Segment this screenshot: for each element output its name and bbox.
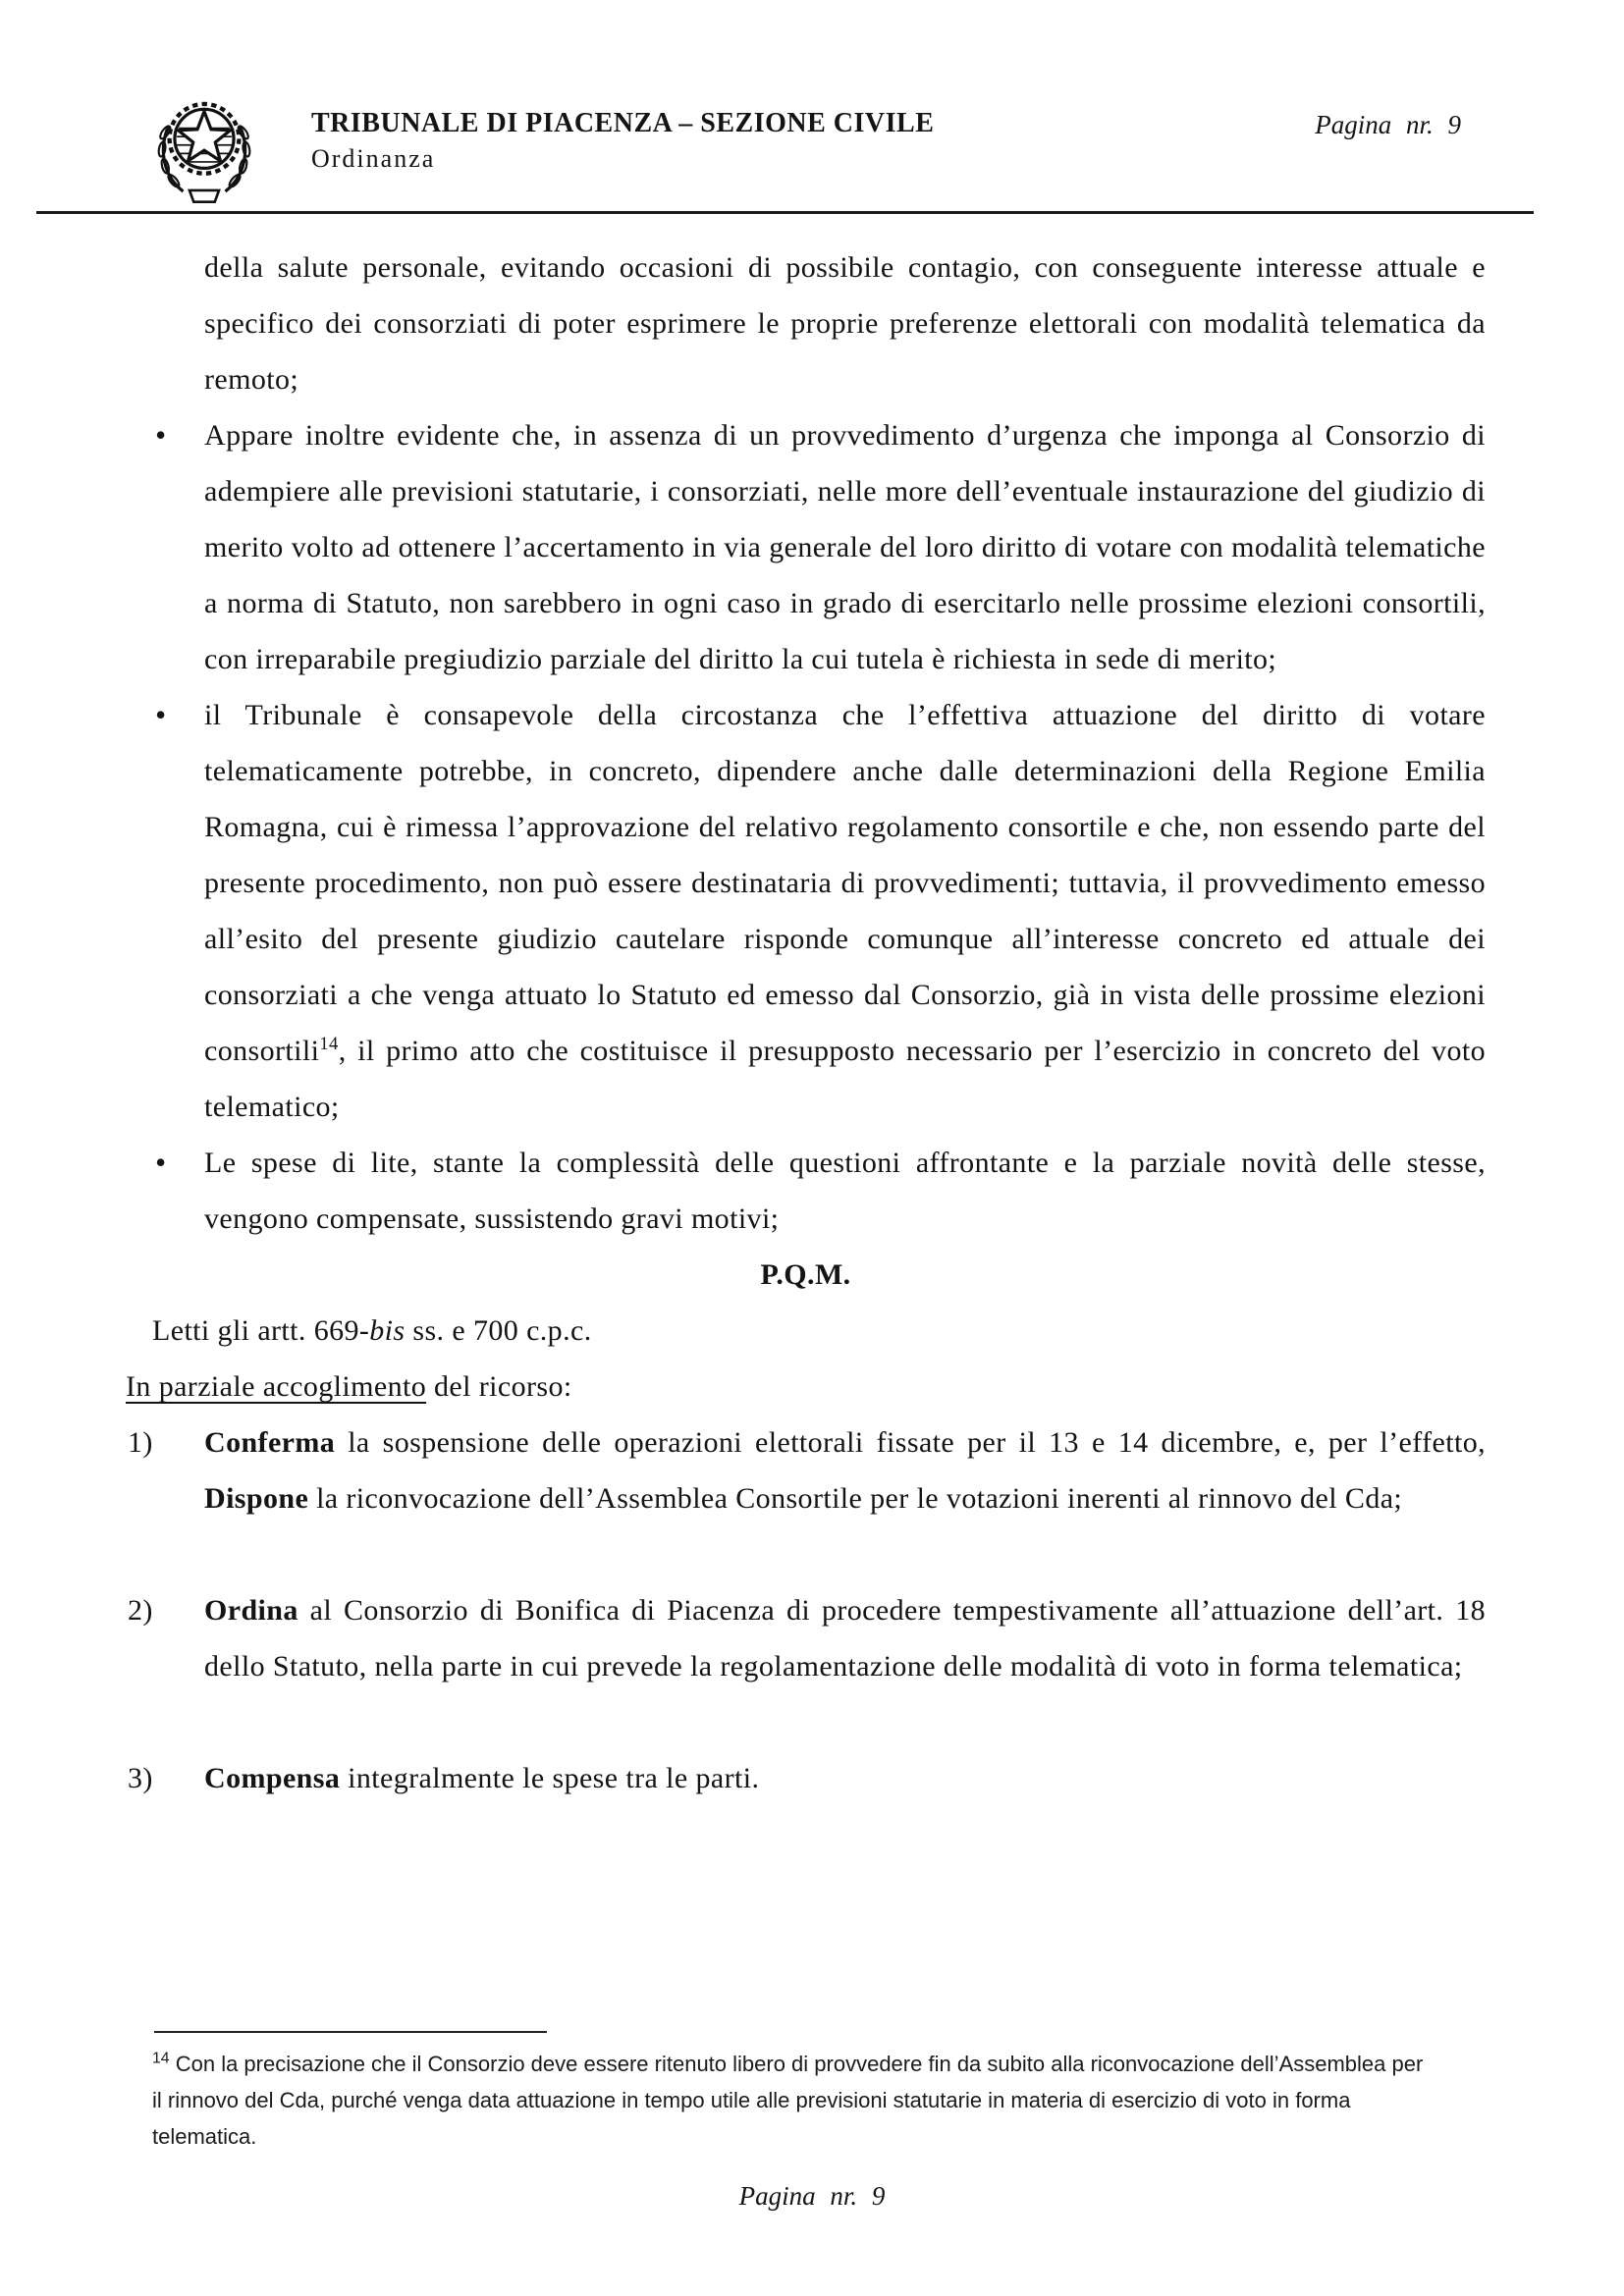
- numbered-item-text: Compensa integralmente le spese tra le parti.: [204, 1762, 760, 1794]
- numbered-item-3: [128, 1750, 1486, 1806]
- letti-artt-line: Letti gli artt. 669-bis ss. e 700 c.p.c.: [152, 1314, 592, 1347]
- accoglimento-line: In parziale accoglimento del ricorso:: [126, 1370, 572, 1403]
- numbered-item-2: [128, 1582, 1486, 1694]
- bullet-marker: •: [155, 697, 167, 732]
- bullet-text: Le spese di lite, stante la complessità delle questioni affrontante e la parziale novità delle stesse, vengono compensate, sussistendo gravi motivi;: [204, 1147, 1486, 1235]
- item-number: 1): [128, 1426, 153, 1459]
- document-type-label: Ordinanza: [311, 144, 436, 173]
- footnote-separator: [154, 2031, 547, 2033]
- item-number: 2): [128, 1594, 153, 1627]
- bullet-item: [155, 407, 1486, 687]
- numbered-item-text: Conferma la sospensione delle operazioni elettorali fissate per il 13 e 14 dicembre, e, per l’effetto, Dispone la riconvocazione dell’Assemblea Consortile per le votazioni inerenti al rinnovo del Cda;: [204, 1426, 1486, 1515]
- item-number: 3): [128, 1762, 153, 1794]
- numbered-item-1: [128, 1415, 1486, 1526]
- document-body: [126, 240, 1486, 1806]
- italian-republic-emblem-icon: [151, 90, 257, 206]
- bullet-item: [155, 687, 1486, 1135]
- header-rule: [36, 211, 1534, 214]
- pqm-heading: P.Q.M.: [760, 1258, 851, 1291]
- paragraph-continuation: della salute personale, evitando occasioni di possibile contagio, con conseguente interesse attuale e specifico dei consorziati di poter esprimere le proprie preferenze elettorali con modalità telematica da remoto;: [204, 251, 1486, 396]
- court-title: TRIBUNALE DI PIACENZA – SEZIONE CIVILE: [311, 108, 935, 138]
- bullet-marker: •: [155, 1145, 167, 1180]
- footer-page-number: Pagina nr. 9: [738, 2181, 886, 2211]
- bullet-marker: •: [155, 417, 167, 453]
- header-page-number: Pagina nr. 9: [1315, 110, 1461, 139]
- numbered-item-text: Ordina al Consorzio di Bonifica di Piacenza di procedere tempestivamente all’attuazione dell’art. 18 dello Statuto, nella parte in cui prevede la regolamentazione delle modalità di voto in forma telematica;: [204, 1594, 1486, 1682]
- footnote-text: Con la precisazione che il Consorzio deve essere ritenuto libero di provvedere fin da subito alla riconvocazione dell’Assemblea per il rinnovo del Cda, purché venga data attuazione in tempo utile alle previsioni statutarie in materia di esercizio di voto in forma telematica.: [152, 2052, 1424, 2149]
- footnote-marker: 14: [152, 2050, 170, 2067]
- bullet-text: Appare inoltre evidente che, in assenza di un provvedimento d’urgenza che imponga al Consorzio di adempiere alle previsioni statutarie, i consorziati, nelle more dell’eventuale instaurazione del giudizio di merito volto ad ottenere l’accertamento in via generale del loro diritto di votare con modalità telematiche a norma di Statuto, non sarebbero in ogni caso in grado di esercitarlo nelle prossime elezioni consortili, con irreparabile pregiudizio parziale del diritto la cui tutela è richiesta in sede di merito;: [204, 419, 1486, 675]
- footnote: [152, 2046, 1429, 2155]
- bullet-text: il Tribunale è consapevole della circostanza che l’effettiva attuazione del diritto di votare telematicamente potrebbe, in concreto, dipendere anche dalle determinazioni della Regione Emilia Romagna, cui è rimessa l’approvazione del relativo regolamento consortile e che, non essendo parte del presente procedimento, non può essere destinataria di provvedimenti; tuttavia, il provvedimento emesso all’esito del presente giudizio cautelare risponde comunque all’interesse concreto ed attuale dei consorziati a che venga attuato lo Statuto ed emesso dal Consorzio, già in vista delle prossime elezioni consortili$^{14}$, il primo atto che costituisce il presupposto necessario per l’esercizio in concreto del voto telematico;: [204, 699, 1486, 1123]
- bullet-item: [155, 1135, 1486, 1247]
